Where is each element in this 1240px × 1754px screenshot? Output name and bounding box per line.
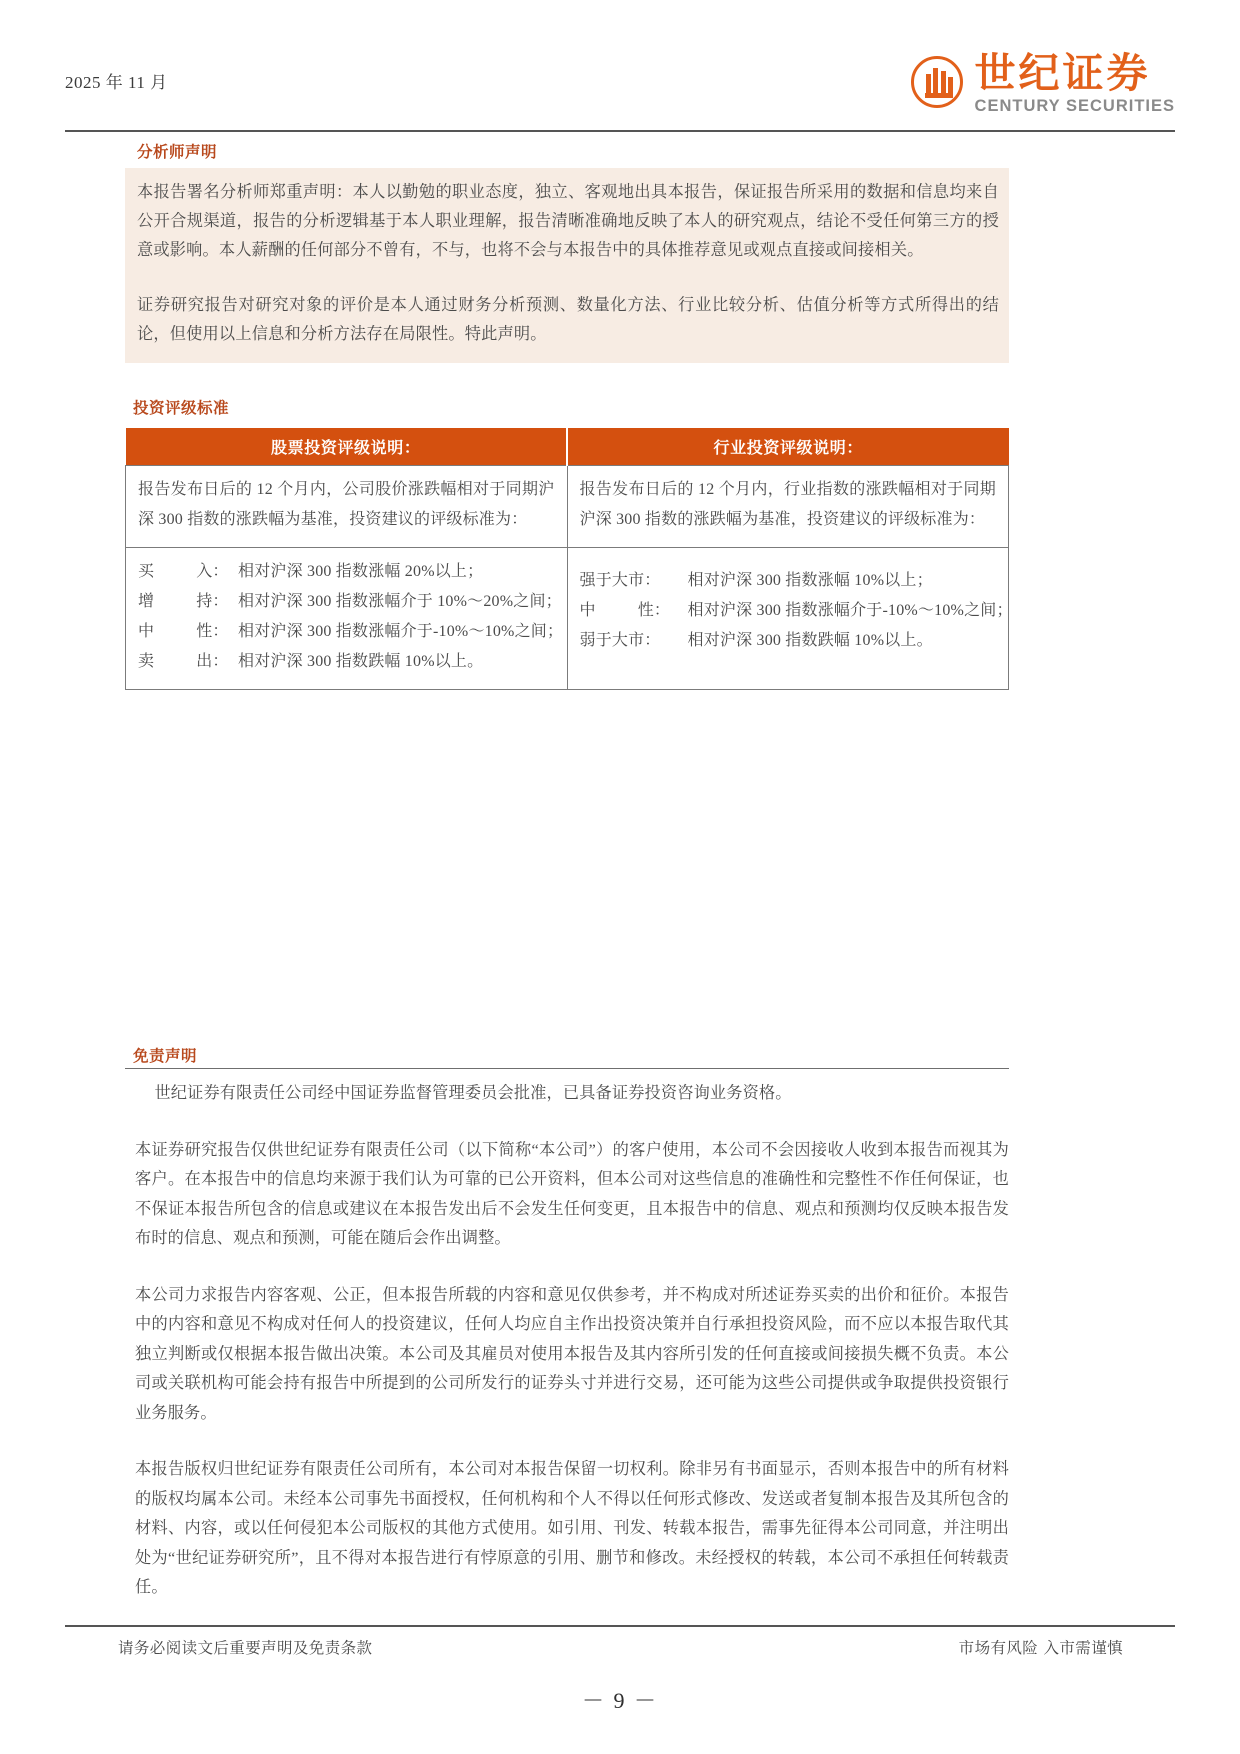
rating-standard-table (125, 428, 1013, 690)
disclaimer-body (125, 1079, 1009, 1603)
logo-name-cn: 世纪证券 (974, 49, 1151, 97)
company-logo (911, 49, 1175, 116)
logo-text-block (974, 49, 1175, 116)
table-row-intro (126, 466, 1009, 548)
rating-level-label-suffix: 出： (196, 653, 229, 670)
rating-level-label: 弱于大市： (579, 632, 661, 649)
table-header-stock: 股票投资评级说明： (126, 428, 568, 466)
rating-level-label: 买 (138, 563, 155, 580)
disclaimer-section (125, 1044, 1009, 1603)
page-number: － 9 － (581, 1688, 658, 1713)
rating-level-label-suffix: 性： (196, 623, 229, 640)
rating-level-label-suffix: 入： (196, 563, 229, 580)
industry-rating-intro: 报告发布日后的 12 个月内，行业指数的涨跌幅相对于同期沪深 300 指数的涨跌幅为基准，投资建议的评级标准为： (567, 466, 1009, 548)
rating-level-label-suffix: 性： (637, 602, 671, 619)
footer-right-note: 市场有风险 入市需谨慎 (958, 1639, 1123, 1657)
rating-level-text: 相对沪深 300 指数涨幅介于-10%～10%之间； (238, 623, 564, 640)
disclaimer-heading: 免责声明 (133, 1047, 198, 1065)
rating-level-item (580, 626, 997, 656)
report-date: 2025 年 11 月 (65, 73, 168, 92)
disclaimer-paragraph: 世纪证券有限责任公司经中国证券监督管理委员会批准，已具备证券投资咨询业务资格。 (154, 1084, 792, 1102)
table-row-levels (126, 548, 1009, 690)
rating-level-item (138, 647, 555, 677)
rating-level-item (580, 566, 997, 596)
stock-rating-levels (126, 548, 568, 690)
logo-name-en: CENTURY SECURITIES (974, 97, 1175, 116)
page-footer (118, 1636, 1123, 1658)
footer-left-note: 请务必阅读文后重要声明及免责条款 (118, 1639, 373, 1657)
analyst-statement-box (125, 168, 1009, 363)
analyst-statement-section (125, 140, 1009, 363)
analyst-statement-paragraph: 本报告署名分析师郑重声明：本人以勤勉的职业态度，独立、客观地出具本报告，保证报告所采用的数据和信息均来自公开合规渠道，报告的分析逻辑基于本人职业理解，报告清晰准确地反映了本人的研究观点，结论不受任何第三方的授意或影响。本人薪酬的任何部分不曾有，不与，也将不会与本报告中的具体推荐意见或观点直接或间接相关。 (137, 183, 999, 259)
rating-level-text: 相对沪深 300 指数涨幅介于 10%～20%之间； (238, 593, 562, 610)
rating-level-item (138, 557, 555, 587)
rating-level-label: 卖 (138, 653, 155, 670)
rating-standard-section (125, 396, 1013, 690)
analyst-statement-paragraph: 证券研究报告对研究对象的评价是本人通过财务分析预测、数量化方法、行业比较分析、估值分析等方式所得出的结论，但使用以上信息和分析方法存在局限性。特此声明。 (137, 296, 999, 343)
rating-level-text: 相对沪深 300 指数涨幅 20%以上； (238, 563, 484, 580)
rating-level-item (138, 587, 562, 617)
analyst-statement-heading: 分析师声明 (137, 143, 218, 161)
rating-level-label-suffix: 持： (196, 593, 229, 610)
rating-level-item (138, 617, 564, 647)
rating-level-label: 中 (579, 602, 596, 619)
table-header-industry: 行业投资评级说明： (567, 428, 1009, 466)
stock-rating-intro: 报告发布日后的 12 个月内，公司股价涨跌幅相对于同期沪深 300 指数的涨跌幅为基准，投资建议的评级标准为： (126, 466, 568, 548)
page-header (65, 49, 1175, 130)
rating-standard-heading: 投资评级标准 (133, 399, 230, 417)
disclaimer-divider (125, 1068, 1009, 1069)
table-header-row (126, 428, 1009, 466)
building-logo-icon (911, 56, 963, 108)
disclaimer-paragraph: 本报告版权归世纪证券有限责任公司所有，本公司对本报告保留一切权利。除非另有书面显示，否则本报告中的所有材料的版权均属本公司。未经本公司事先书面授权，任何机构和个人不得以任何形式修改、发送或者复制本报告及其所包含的材料、内容，或以任何侵犯本公司版权的其他方式使用。如引用、刊发、转载本报告，需事先征得本公司同意，并注明出处为“世纪证券研究所”，且不得对本报告进行有悖原意的引用、删节和修改。未经授权的转载，本公司不承担任何转载责任。 (135, 1460, 1009, 1596)
disclaimer-paragraph: 本证券研究报告仅供世纪证券有限责任公司（以下简称“本公司”）的客户使用，本公司不会因接收人收到本报告而视其为客户。在本报告中的信息均来源于我们认为可靠的已公开资料，但本公司对这些信息的准确性和完整性不作任何保证，也不保证本报告所包含的信息或建议在本报告发出后不会发生任何变更，且本报告中的信息、观点和预测均仅反映本报告发布时的信息、观点和预测，可能在随后会作出调整。 (135, 1140, 1009, 1247)
rating-level-item (579, 596, 1013, 626)
rating-level-text: 相对沪深 300 指数涨幅介于-10%～10%之间； (687, 602, 1013, 619)
footer-divider (65, 1625, 1175, 1627)
rating-level-label: 中 (138, 623, 155, 640)
rating-level-text: 相对沪深 300 指数跌幅 10%以上。 (238, 653, 484, 670)
rating-level-label: 增 (138, 593, 155, 610)
disclaimer-paragraph: 本公司力求报告内容客观、公正，但本报告所载的内容和意见仅供参考，并不构成对所述证券买卖的出价和征价。本报告中的内容和意见不构成对任何人的投资建议，任何人均应自主作出投资决策并自行承担投资风险，而不应以本报告取代其独立判断或仅根据本报告做出决策。本公司及其雇员对使用本报告及其内容所引发的任何直接或间接损失概不负责。本公司或关联机构可能会持有报告中所提到的公司所发行的证券头寸并进行交易，还可能为这些公司提供或争取提供投资银行业务服务。 (135, 1285, 1009, 1422)
header-divider (65, 130, 1175, 132)
rating-level-label: 强于大市： (579, 572, 661, 589)
rating-level-text: 相对沪深 300 指数涨幅 10%以上； (687, 572, 933, 589)
industry-rating-levels (567, 548, 1013, 690)
rating-level-text: 相对沪深 300 指数跌幅 10%以上。 (687, 632, 933, 649)
